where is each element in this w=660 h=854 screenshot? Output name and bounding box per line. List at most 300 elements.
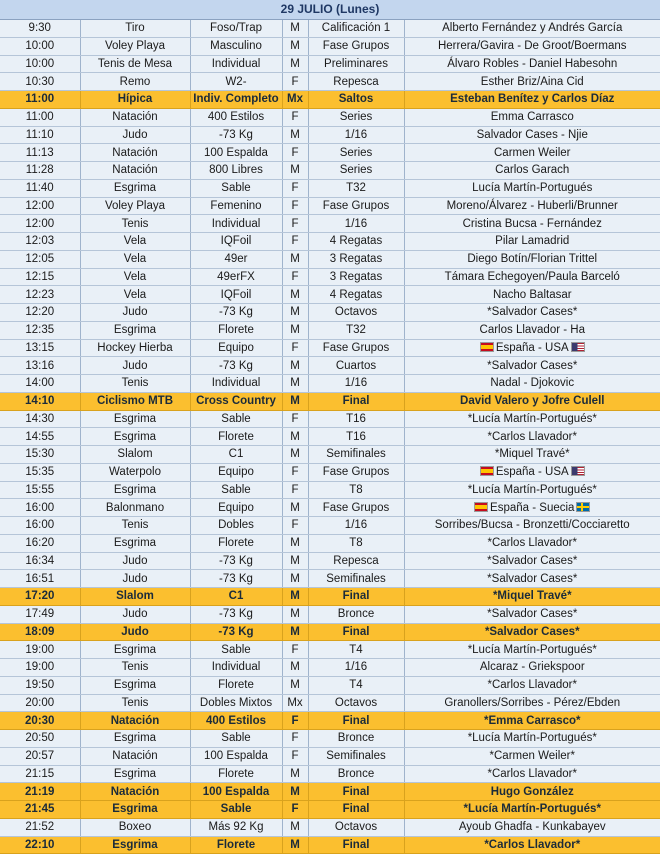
row-sport: Esgrima <box>80 801 190 819</box>
row-sport: Natación <box>80 162 190 180</box>
schedule-row <box>0 552 660 570</box>
row-sport: Esgrima <box>80 534 190 552</box>
row-event: -73 Kg <box>190 304 282 322</box>
row-gender: M <box>282 818 308 836</box>
row-round: 4 Regatas <box>308 233 404 251</box>
row-round: T8 <box>308 481 404 499</box>
row-gender: M <box>282 676 308 694</box>
row-round: Series <box>308 162 404 180</box>
schedule-row <box>0 517 660 535</box>
schedule-row <box>0 481 660 499</box>
row-gender: F <box>282 410 308 428</box>
row-gender: Mx <box>282 91 308 109</box>
row-athletes: *Miquel Travé* <box>404 588 660 606</box>
row-round: 1/16 <box>308 215 404 233</box>
row-athletes: David Valero y Jofre Culell <box>404 392 660 410</box>
row-sport: Voley Playa <box>80 197 190 215</box>
row-time: 12:05 <box>0 250 80 268</box>
row-event: Indiv. Completo <box>190 91 282 109</box>
row-time: 9:30 <box>0 20 80 37</box>
row-time: 19:50 <box>0 676 80 694</box>
row-athletes-text: España - Suecia <box>490 501 575 514</box>
row-gender: M <box>282 392 308 410</box>
row-sport: Natación <box>80 144 190 162</box>
row-round: 1/16 <box>308 375 404 393</box>
row-sport: Waterpolo <box>80 463 190 481</box>
row-sport: Vela <box>80 233 190 251</box>
flag-es-icon <box>474 502 488 512</box>
row-athletes: Cristina Bucsa - Fernández <box>404 215 660 233</box>
schedule-row <box>0 676 660 694</box>
schedule-row <box>0 233 660 251</box>
row-sport: Judo <box>80 126 190 144</box>
row-time: 10:30 <box>0 73 80 91</box>
row-round: Final <box>308 392 404 410</box>
schedule-row <box>0 55 660 73</box>
row-sport: Slalom <box>80 446 190 464</box>
row-time: 17:20 <box>0 588 80 606</box>
schedule-row <box>0 605 660 623</box>
row-gender: F <box>282 233 308 251</box>
row-round: Semifinales <box>308 570 404 588</box>
schedule-row <box>0 534 660 552</box>
row-athletes: Sorribes/Bucsa - Bronzetti/Cocciaretto <box>404 517 660 535</box>
row-sport: Tiro <box>80 20 190 37</box>
row-round: Fase Grupos <box>308 339 404 357</box>
row-time: 15:35 <box>0 463 80 481</box>
row-sport: Judo <box>80 357 190 375</box>
row-sport: Tenis <box>80 517 190 535</box>
row-event: Cross Country <box>190 392 282 410</box>
row-round: Final <box>308 623 404 641</box>
row-athletes: *Miquel Travé* <box>404 446 660 464</box>
row-sport: Esgrima <box>80 641 190 659</box>
row-athletes: Nacho Baltasar <box>404 286 660 304</box>
row-sport: Natación <box>80 783 190 801</box>
row-gender: F <box>282 144 308 162</box>
row-event: Florete <box>190 428 282 446</box>
row-time: 11:10 <box>0 126 80 144</box>
row-time: 12:35 <box>0 321 80 339</box>
row-event: Equipo <box>190 499 282 517</box>
row-gender: M <box>282 499 308 517</box>
row-gender: M <box>282 162 308 180</box>
schedule-row <box>0 446 660 464</box>
row-athletes: *Lucía Martín-Portugués* <box>404 730 660 748</box>
row-time: 12:00 <box>0 215 80 233</box>
row-gender: F <box>282 641 308 659</box>
row-event: 100 Espalda <box>190 144 282 162</box>
row-time: 15:55 <box>0 481 80 499</box>
schedule-row <box>0 463 660 481</box>
row-event: 100 Espalda <box>190 783 282 801</box>
row-round: 4 Regatas <box>308 286 404 304</box>
row-event: Equipo <box>190 339 282 357</box>
row-event: Femenino <box>190 197 282 215</box>
row-time: 11:40 <box>0 179 80 197</box>
row-time: 11:28 <box>0 162 80 180</box>
schedule-row <box>0 747 660 765</box>
row-time: 10:00 <box>0 55 80 73</box>
flag-se-icon <box>576 502 590 512</box>
row-round: Fase Grupos <box>308 499 404 517</box>
schedule-row <box>0 428 660 446</box>
row-sport: Tenis <box>80 215 190 233</box>
schedule-row <box>0 268 660 286</box>
schedule-row-highlighted <box>0 783 660 801</box>
row-round: Saltos <box>308 91 404 109</box>
row-round: Bronce <box>308 765 404 783</box>
row-gender: F <box>282 73 308 91</box>
row-gender: F <box>282 179 308 197</box>
row-athletes: *Carmen Weiler* <box>404 747 660 765</box>
row-round: Octavos <box>308 694 404 712</box>
row-event: -73 Kg <box>190 552 282 570</box>
row-event: 49erFX <box>190 268 282 286</box>
row-event: Sable <box>190 801 282 819</box>
row-round: T32 <box>308 179 404 197</box>
row-event: Sable <box>190 410 282 428</box>
row-round: Series <box>308 108 404 126</box>
row-sport: Tenis de Mesa <box>80 55 190 73</box>
row-event: 400 Estilos <box>190 712 282 730</box>
row-time: 20:50 <box>0 730 80 748</box>
row-athletes: *Carlos Llavador* <box>404 765 660 783</box>
row-event: Sable <box>190 481 282 499</box>
row-event: Masculino <box>190 37 282 55</box>
row-athletes: Álvaro Robles - Daniel Habesohn <box>404 55 660 73</box>
schedule-row-highlighted <box>0 712 660 730</box>
row-event: 400 Estilos <box>190 108 282 126</box>
schedule-row <box>0 410 660 428</box>
row-round: Final <box>308 836 404 854</box>
schedule-row <box>0 659 660 677</box>
row-event: -73 Kg <box>190 126 282 144</box>
row-round: Repesca <box>308 552 404 570</box>
row-sport: Esgrima <box>80 321 190 339</box>
schedule-row <box>0 304 660 322</box>
row-sport: Esgrima <box>80 428 190 446</box>
schedule-row <box>0 765 660 783</box>
flag-es-icon <box>480 342 494 352</box>
flag-es-icon <box>480 466 494 476</box>
row-athletes: Moreno/Álvarez - Huberli/Brunner <box>404 197 660 215</box>
row-event: Individual <box>190 375 282 393</box>
schedule-row <box>0 73 660 91</box>
row-sport: Esgrima <box>80 730 190 748</box>
row-event: Foso/Trap <box>190 20 282 37</box>
row-event: Más 92 Kg <box>190 818 282 836</box>
row-athletes: Ayoub Ghadfa - Kunkabayev <box>404 818 660 836</box>
row-gender: M <box>282 588 308 606</box>
row-time: 21:45 <box>0 801 80 819</box>
row-round: Cuartos <box>308 357 404 375</box>
row-round: Octavos <box>308 304 404 322</box>
row-gender: M <box>282 304 308 322</box>
row-athletes: *Salvador Cases* <box>404 605 660 623</box>
row-athletes: Nadal - Djokovic <box>404 375 660 393</box>
row-event: 100 Espalda <box>190 747 282 765</box>
row-round: Fase Grupos <box>308 197 404 215</box>
row-time: 13:15 <box>0 339 80 357</box>
row-round: T4 <box>308 641 404 659</box>
row-event: -73 Kg <box>190 605 282 623</box>
row-gender: F <box>282 712 308 730</box>
schedule-row <box>0 144 660 162</box>
row-athletes: Alcaraz - Griekspoor <box>404 659 660 677</box>
row-gender: M <box>282 534 308 552</box>
row-round: Preliminares <box>308 55 404 73</box>
row-event: Dobles <box>190 517 282 535</box>
row-gender: F <box>282 339 308 357</box>
schedule-row <box>0 37 660 55</box>
row-sport: Boxeo <box>80 818 190 836</box>
row-sport: Natación <box>80 712 190 730</box>
schedule-row-highlighted <box>0 801 660 819</box>
row-round: Octavos <box>308 818 404 836</box>
row-time: 15:30 <box>0 446 80 464</box>
row-gender: F <box>282 215 308 233</box>
schedule-row <box>0 570 660 588</box>
row-athletes: Granollers/Sorribes - Pérez/Ebden <box>404 694 660 712</box>
row-athletes <box>404 463 660 481</box>
row-athletes: *Carlos Llavador* <box>404 534 660 552</box>
row-athletes: Pilar Lamadrid <box>404 233 660 251</box>
row-round: Final <box>308 588 404 606</box>
row-event: Equipo <box>190 463 282 481</box>
row-event: Individual <box>190 55 282 73</box>
row-time: 11:00 <box>0 108 80 126</box>
row-gender: M <box>282 570 308 588</box>
row-event: Florete <box>190 676 282 694</box>
row-athletes: *Lucía Martín-Portugués* <box>404 801 660 819</box>
row-athletes: Herrera/Gavira - De Groot/Boermans <box>404 37 660 55</box>
row-athletes: *Lucía Martín-Portugués* <box>404 410 660 428</box>
schedule-row <box>0 215 660 233</box>
schedule-row <box>0 375 660 393</box>
row-sport: Tenis <box>80 694 190 712</box>
row-time: 14:30 <box>0 410 80 428</box>
row-athletes: Alberto Fernández y Andrés García <box>404 20 660 37</box>
row-gender: F <box>282 747 308 765</box>
row-gender: M <box>282 765 308 783</box>
row-round: Repesca <box>308 73 404 91</box>
row-time: 16:00 <box>0 499 80 517</box>
row-gender: M <box>282 286 308 304</box>
row-sport: Remo <box>80 73 190 91</box>
row-time: 12:15 <box>0 268 80 286</box>
row-gender: M <box>282 55 308 73</box>
row-event: 49er <box>190 250 282 268</box>
row-sport: Vela <box>80 250 190 268</box>
row-time: 18:09 <box>0 623 80 641</box>
row-sport: Esgrima <box>80 481 190 499</box>
row-sport: Vela <box>80 268 190 286</box>
row-time: 10:00 <box>0 37 80 55</box>
row-athletes: Lucía Martín-Portugués <box>404 179 660 197</box>
row-gender: M <box>282 623 308 641</box>
row-gender: M <box>282 375 308 393</box>
row-round: 1/16 <box>308 659 404 677</box>
row-event: Florete <box>190 765 282 783</box>
schedule-row-highlighted <box>0 623 660 641</box>
row-round: Final <box>308 783 404 801</box>
row-athletes: *Lucía Martín-Portugués* <box>404 481 660 499</box>
schedule-row <box>0 818 660 836</box>
schedule-row <box>0 286 660 304</box>
row-time: 19:00 <box>0 641 80 659</box>
row-athletes: Carlos Llavador - Ha <box>404 321 660 339</box>
row-gender: M <box>282 37 308 55</box>
row-sport: Esgrima <box>80 410 190 428</box>
row-time: 22:10 <box>0 836 80 854</box>
row-athletes: *Emma Carrasco* <box>404 712 660 730</box>
row-sport: Esgrima <box>80 676 190 694</box>
row-time: 12:03 <box>0 233 80 251</box>
row-athletes: Salvador Cases - Njie <box>404 126 660 144</box>
row-gender: M <box>282 552 308 570</box>
row-gender: M <box>282 126 308 144</box>
row-time: 21:52 <box>0 818 80 836</box>
row-gender: F <box>282 481 308 499</box>
row-time: 14:55 <box>0 428 80 446</box>
row-time: 11:13 <box>0 144 80 162</box>
row-event: -73 Kg <box>190 623 282 641</box>
row-athletes: Esteban Benítez y Carlos Díaz <box>404 91 660 109</box>
row-time: 16:51 <box>0 570 80 588</box>
row-athletes <box>404 339 660 357</box>
row-event: IQFoil <box>190 286 282 304</box>
row-time: 20:30 <box>0 712 80 730</box>
row-sport: Esgrima <box>80 765 190 783</box>
schedule-row <box>0 694 660 712</box>
row-event: 800 Libres <box>190 162 282 180</box>
schedule-row <box>0 108 660 126</box>
row-gender: F <box>282 730 308 748</box>
row-sport: Slalom <box>80 588 190 606</box>
schedule-row <box>0 250 660 268</box>
row-round: Semifinales <box>308 446 404 464</box>
row-gender: M <box>282 250 308 268</box>
row-event: Sable <box>190 641 282 659</box>
row-round: Fase Grupos <box>308 463 404 481</box>
row-time: 12:23 <box>0 286 80 304</box>
schedule-rows <box>0 20 660 854</box>
row-round: T32 <box>308 321 404 339</box>
row-gender: M <box>282 446 308 464</box>
row-round: T16 <box>308 410 404 428</box>
row-gender: F <box>282 108 308 126</box>
row-event: Florete <box>190 321 282 339</box>
row-time: 14:00 <box>0 375 80 393</box>
row-round: 3 Regatas <box>308 250 404 268</box>
schedule-row <box>0 321 660 339</box>
row-sport: Judo <box>80 570 190 588</box>
row-time: 13:16 <box>0 357 80 375</box>
schedule-row <box>0 339 660 357</box>
row-athletes: *Salvador Cases* <box>404 623 660 641</box>
row-round: Final <box>308 801 404 819</box>
row-event: Sable <box>190 179 282 197</box>
row-gender: Mx <box>282 694 308 712</box>
row-sport: Natación <box>80 108 190 126</box>
row-gender: M <box>282 659 308 677</box>
row-sport: Ciclismo MTB <box>80 392 190 410</box>
row-round: Fase Grupos <box>308 37 404 55</box>
row-sport: Judo <box>80 605 190 623</box>
row-event: Sable <box>190 730 282 748</box>
row-time: 16:00 <box>0 517 80 535</box>
row-event: Florete <box>190 534 282 552</box>
row-event: W2- <box>190 73 282 91</box>
row-athletes: Esther Briz/Aina Cid <box>404 73 660 91</box>
row-gender: F <box>282 517 308 535</box>
row-gender: M <box>282 20 308 37</box>
row-athletes: *Salvador Cases* <box>404 552 660 570</box>
row-round: 1/16 <box>308 126 404 144</box>
row-time: 16:34 <box>0 552 80 570</box>
row-athletes: Diego Botín/Florian Trittel <box>404 250 660 268</box>
row-event: IQFoil <box>190 233 282 251</box>
schedule-row-highlighted <box>0 836 660 854</box>
row-athletes: Emma Carrasco <box>404 108 660 126</box>
row-time: 11:00 <box>0 91 80 109</box>
row-gender: F <box>282 197 308 215</box>
row-event: -73 Kg <box>190 570 282 588</box>
row-round: Bronce <box>308 730 404 748</box>
row-athletes: *Salvador Cases* <box>404 357 660 375</box>
schedule-row <box>0 162 660 180</box>
row-gender: M <box>282 783 308 801</box>
row-athletes: *Salvador Cases* <box>404 570 660 588</box>
row-sport: Balonmano <box>80 499 190 517</box>
schedule-row <box>0 20 660 37</box>
row-athletes: *Salvador Cases* <box>404 304 660 322</box>
row-time: 19:00 <box>0 659 80 677</box>
row-event: C1 <box>190 588 282 606</box>
row-athletes: *Carlos Llavador* <box>404 428 660 446</box>
schedule-table <box>0 20 660 854</box>
row-gender: F <box>282 268 308 286</box>
row-gender: M <box>282 321 308 339</box>
schedule-row <box>0 641 660 659</box>
row-sport: Hockey Hierba <box>80 339 190 357</box>
schedule-row <box>0 730 660 748</box>
schedule-row-highlighted <box>0 392 660 410</box>
row-sport: Judo <box>80 552 190 570</box>
row-sport: Judo <box>80 304 190 322</box>
row-gender: M <box>282 836 308 854</box>
row-time: 16:20 <box>0 534 80 552</box>
row-athletes-text: España - USA <box>495 341 569 354</box>
row-round: 3 Regatas <box>308 268 404 286</box>
row-round: 1/16 <box>308 517 404 535</box>
row-sport: Natación <box>80 747 190 765</box>
row-event: Individual <box>190 215 282 233</box>
row-time: 21:15 <box>0 765 80 783</box>
schedule-row <box>0 179 660 197</box>
row-round: Series <box>308 144 404 162</box>
schedule-row-highlighted <box>0 91 660 109</box>
row-round: T8 <box>308 534 404 552</box>
row-athletes: Carmen Weiler <box>404 144 660 162</box>
row-time: 17:49 <box>0 605 80 623</box>
row-athletes: *Carlos Llavador* <box>404 676 660 694</box>
schedule-day-title: 29 JULIO (Lunes) <box>0 0 660 20</box>
row-time: 12:00 <box>0 197 80 215</box>
row-athletes: Támara Echegoyen/Paula Barceló <box>404 268 660 286</box>
schedule-row-highlighted <box>0 588 660 606</box>
